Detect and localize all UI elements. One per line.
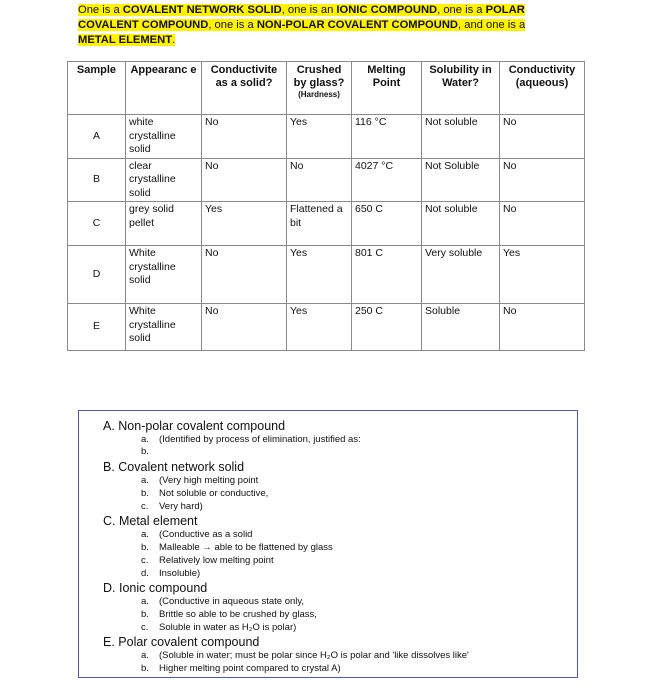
cell-crushed: Yes <box>287 115 352 159</box>
answer-c-item-c: c. Relatively low melting point <box>141 555 274 566</box>
answer-e-title: E. Polar covalent compound <box>103 635 260 649</box>
col-crushed-note: (Hardness) <box>298 90 340 99</box>
col-crushed-label: Crushed by glass? <box>293 64 345 89</box>
cell-crushed: Yes <box>287 246 352 304</box>
answer-a-item-b: b. <box>141 446 149 457</box>
cell-cond-solid: No <box>202 115 287 159</box>
cell-appearance: White crystalline solid <box>126 246 202 304</box>
cell-solubility: Very soluble <box>422 246 500 304</box>
cell-solubility: Not soluble <box>422 115 500 159</box>
cell-cond-aq: No <box>500 158 585 202</box>
properties-table <box>67 61 585 351</box>
table-header-row <box>68 62 585 115</box>
cell-appearance: clear crystalline solid <box>126 158 202 202</box>
answer-b-title: B. Covalent network solid <box>103 460 245 474</box>
answer-b-item-c: c. Very hard) <box>141 501 203 512</box>
cell-melting: 250 C <box>352 304 422 351</box>
cell-crushed: No <box>287 158 352 202</box>
answer-c-title: C. Metal element <box>103 514 198 528</box>
col-solubility: Solubility in Water? <box>422 62 500 115</box>
table-row <box>68 304 585 351</box>
answer-e-item-b: b. Higher melting point compared to crystal A) <box>141 663 341 674</box>
cell-cond-aq: Yes <box>500 246 585 304</box>
cell-appearance: white crystalline solid <box>126 115 202 159</box>
table-row <box>68 158 585 202</box>
cell-cond-solid: No <box>202 158 287 202</box>
cell-sample: A <box>68 115 126 159</box>
col-appearance: Appearanc e <box>126 62 202 115</box>
cell-solubility: Not soluble <box>422 202 500 246</box>
col-crushed <box>287 62 352 115</box>
cell-melting: 4027 °C <box>352 158 422 202</box>
table-row <box>68 202 585 246</box>
cell-appearance: White crystalline solid <box>126 304 202 351</box>
table-row <box>68 246 585 304</box>
answers-box <box>78 410 578 678</box>
cell-solubility: Soluble <box>422 304 500 351</box>
cell-cond-aq: No <box>500 304 585 351</box>
cell-crushed: Yes <box>287 304 352 351</box>
col-conductivity-aq: Conductivity (aqueous) <box>500 62 585 115</box>
cell-cond-solid: Yes <box>202 202 287 246</box>
answer-a-title: A. Non-polar covalent compound <box>103 419 286 433</box>
intro-text <box>78 3 558 48</box>
answer-b-item-b: b. Not soluble or conductive, <box>141 488 269 499</box>
cell-solubility: Not Soluble <box>422 158 500 202</box>
intro-highlight: One is a COVALENT NETWORK SOLID, one is an IONIC COMPOUND, one is a POLAR COVALENT COMPOUND, one is a NON-POLAR COVALENT COMPOUND, and one is a METAL ELEMENT. <box>78 4 526 46</box>
answer-a-item-a: a. (Identified by process of elimination, justified as: <box>141 434 361 445</box>
col-conductivity-solid: Conductivite as a solid? <box>202 62 287 115</box>
answer-c-item-a: a. (Conductive as a solid <box>141 529 253 540</box>
cell-cond-solid: No <box>202 246 287 304</box>
col-sample: Sample <box>68 62 126 115</box>
cell-sample: C <box>68 202 126 246</box>
cell-cond-aq: No <box>500 115 585 159</box>
answer-c-item-b: b. Malleable → able to be flattened by glass <box>141 542 333 553</box>
cell-sample: B <box>68 158 126 202</box>
answer-d-item-a: a. (Conductive in aqueous state only, <box>141 596 305 607</box>
cell-appearance: grey solid pellet <box>126 202 202 246</box>
answer-b-item-a: a. (Very high melting point <box>141 475 259 486</box>
answer-d-item-c: c. Soluble in water as H₂O is polar) <box>141 622 297 633</box>
cell-sample: E <box>68 304 126 351</box>
answer-d-item-b: b. Brittle so able to be crushed by glass, <box>141 609 317 620</box>
answer-e-item-a: a. (Soluble in water; must be polar since H₂O is polar and 'like dissolves like' <box>141 650 469 661</box>
cell-melting: 801 C <box>352 246 422 304</box>
cell-sample: D <box>68 246 126 304</box>
cell-crushed: Flattened a bit <box>287 202 352 246</box>
cell-melting: 116 °C <box>352 115 422 159</box>
table-row <box>68 115 585 159</box>
answer-d-title: D. Ionic compound <box>103 581 208 595</box>
col-melting: Melting Point <box>352 62 422 115</box>
cell-cond-aq: No <box>500 202 585 246</box>
cell-melting: 650 C <box>352 202 422 246</box>
cell-cond-solid: No <box>202 304 287 351</box>
answer-c-item-d: d. Insoluble) <box>141 568 201 579</box>
